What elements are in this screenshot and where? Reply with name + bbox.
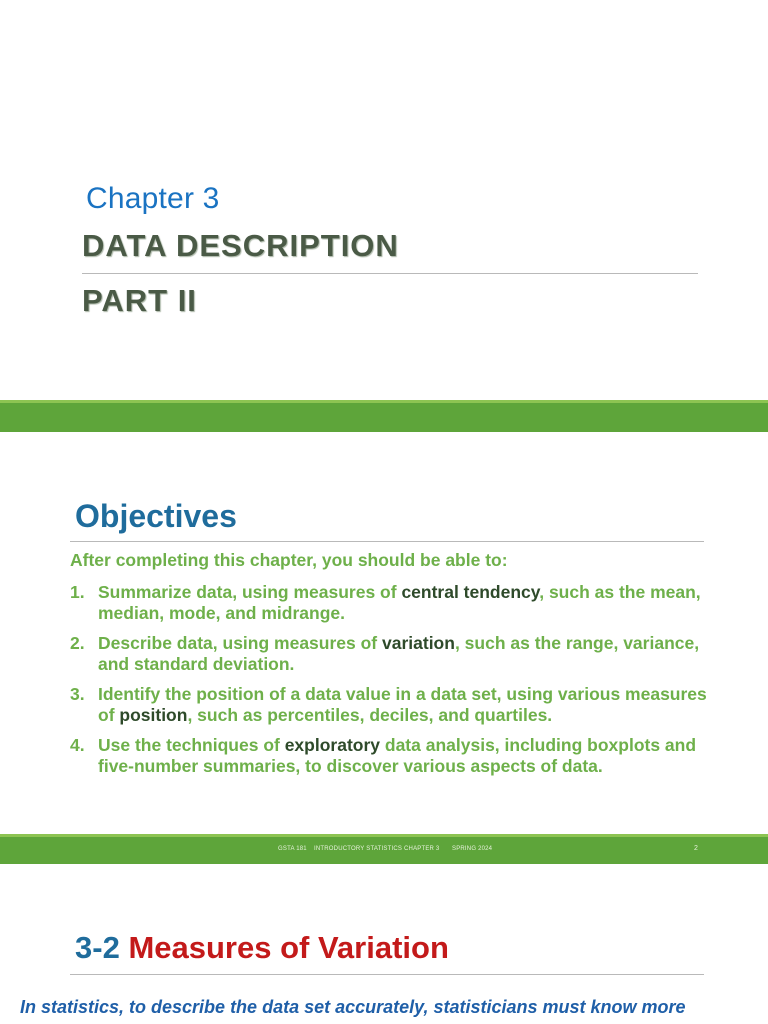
item-number: 4.	[70, 735, 85, 755]
item-keyword: position	[119, 705, 188, 725]
section-title	[75, 930, 449, 966]
item-text: Use the techniques of	[98, 735, 285, 755]
slide-separator-band	[0, 400, 768, 432]
section-heading: Measures of Variation	[128, 930, 449, 965]
item-text: , such as percentiles, deciles, and quartiles.	[187, 705, 553, 725]
item-keyword: variation	[382, 633, 455, 653]
chapter-part: PART II	[82, 283, 197, 318]
item-text: , such as the range, variance, and standard deviation.	[98, 633, 700, 674]
list-item	[70, 684, 710, 726]
item-number: 1.	[70, 582, 85, 602]
item-number: 2.	[70, 633, 85, 653]
footer-course: GSTA 181	[278, 846, 307, 852]
item-number: 3.	[70, 684, 85, 704]
item-text: Identify the position of a data value in a data set, using various measures of	[98, 684, 707, 725]
item-text: Describe data, using measures of	[98, 633, 382, 653]
list-item	[70, 582, 710, 624]
footer-course-name: INTRODUCTORY STATISTICS	[314, 846, 403, 852]
band-highlight	[0, 834, 768, 837]
slide-variation	[0, 864, 768, 1024]
footer-chapter: CHAPTER 3	[404, 846, 440, 852]
item-keyword: exploratory	[284, 735, 381, 755]
item-text: data analysis, including boxplots and five-number summaries, to discover various aspects of data.	[98, 735, 697, 776]
footer-term: SPRING 2024	[452, 846, 493, 852]
band-highlight	[0, 400, 768, 403]
objectives-title: Objectives	[75, 498, 237, 534]
item-keyword: central tendency	[401, 582, 540, 602]
chapter-label: Chapter 3	[86, 182, 220, 215]
item-text: Summarize data, using measures of	[98, 582, 402, 602]
objectives-list	[70, 582, 710, 786]
list-item	[70, 633, 710, 675]
slide-footer	[0, 834, 768, 864]
slide-title	[0, 0, 768, 400]
section-number: 3-2	[75, 930, 120, 965]
divider	[70, 974, 704, 975]
page-number: 2	[694, 845, 698, 852]
item-text: , such as the mean, median, mode, and midrange.	[98, 582, 701, 623]
section-body: In statistics, to describe the data set accurately, statisticians must know more	[20, 997, 686, 1017]
objectives-intro: After completing this chapter, you should be able to:	[70, 550, 508, 570]
list-item	[70, 735, 710, 777]
divider	[70, 541, 704, 542]
divider	[82, 273, 698, 274]
slide-objectives	[0, 432, 768, 832]
chapter-title: DATA DESCRIPTION	[82, 228, 399, 263]
